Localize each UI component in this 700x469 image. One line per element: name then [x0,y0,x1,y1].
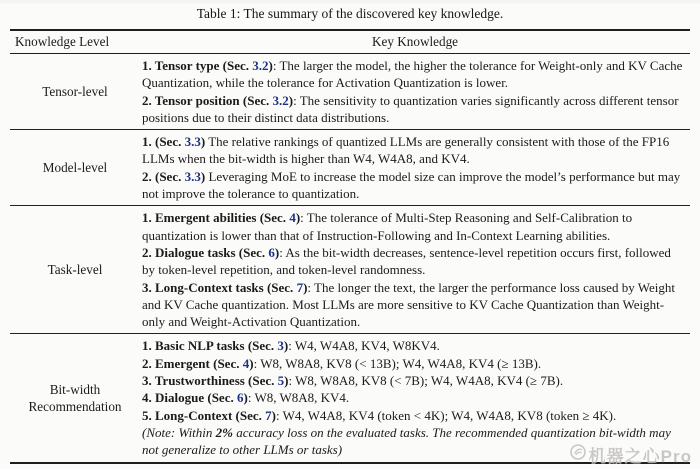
section-link[interactable]: 6 [236,390,244,406]
text-segment: : W4, W4A8, KV4, W8KV4. [288,338,440,354]
knowledge-level-label: Bit-width Recommendation [28,381,122,414]
key-knowledge-cell [140,130,690,205]
text-segment: ) [243,390,248,406]
text-segment: 3. Trustworthiness (Sec. [142,373,278,389]
text-segment: ) [274,244,280,260]
text-segment: accuracy loss on the evaluated tasks. The recommended quantization bit-width may not generalize to other LLMs or tasks) [142,424,671,458]
text-segment: : W4, W4A8, KV4 (token < 4K); W4, W4A8, KV8 (token ≥ 4K). [275,407,617,423]
synced-logo-icon [569,443,587,466]
key-knowledge-item [142,355,686,372]
text-segment: 1. (Sec. [142,134,185,150]
text-segment: : The larger the model, the higher the tolerance for Weight-only and KV Cache Quantization, while the tolerance for Activation Quantization is lower. [142,58,683,91]
key-knowledge-item [142,168,686,203]
key-knowledge-item [142,337,686,354]
table-caption: Table 1: The summary of the discovered key knowledge. [196,6,504,21]
knowledge-level-label: Model-level [42,160,108,176]
key-knowledge-cell [140,206,690,333]
text-segment: Leveraging MoE to increase the model size can improve the model’s performance but may not improve the tolerance to quantization. [142,168,681,202]
section-link[interactable]: 4 [289,210,296,226]
key-knowledge-item [142,92,686,127]
text-segment: : The longer the text, the larger the performance loss caused by Weight and KV Cache quantization. Most LLMs are more sensitive to KV Cache Quantization than Weight-only and Weight-Activation Quantization. [142,279,675,330]
key-knowledge-item [142,209,686,244]
text-segment: : W8, W8A8, KV4. [247,390,350,406]
key-knowledge-item [142,57,686,92]
section-link[interactable]: 3.3 [184,168,201,184]
text-segment: 2. (Sec. [142,168,185,184]
header-knowledge-level: Knowledge Level [15,34,110,49]
section-link[interactable]: 3 [277,338,284,354]
section-link[interactable]: 3.3 [184,134,201,150]
section-link[interactable]: 5 [277,373,285,389]
header-key-knowledge: Key Knowledge [371,34,459,49]
text-segment: 5. Long-Context (Sec. [142,407,266,423]
watermark [569,442,692,467]
text-segment: (Note: Within [142,424,216,440]
text-segment: ) [303,279,308,295]
key-knowledge-cell [140,54,690,129]
text-segment: 1. Tensor type (Sec. [142,58,253,73]
section-link[interactable]: 3.2 [252,58,269,73]
text-segment: ) [284,373,289,389]
text-segment: 4. Dialogue (Sec. [142,390,237,406]
section-link[interactable]: 3.2 [272,92,289,108]
knowledge-table [10,29,690,464]
watermark-text: 机器之心Pro [588,447,692,466]
text-segment: 2. Dialogue tasks (Sec. [142,244,269,260]
text-segment: 2% [215,424,234,440]
knowledge-level-label: Task-level [47,262,103,278]
key-knowledge-item [142,244,686,279]
section-link[interactable]: 4 [242,355,250,371]
text-segment: 2. Tensor position (Sec. [142,92,273,108]
table-row [10,54,690,130]
table-body [10,54,690,462]
table-row [10,206,690,334]
text-segment: ) [288,92,294,108]
table-row [10,130,690,206]
text-segment: : W8, W8A8, KV8 (< 7B); W4, W4A8, KV4 (≥ 7B). [288,373,564,389]
key-knowledge-item [142,389,686,406]
text-segment: 3. Long-Context tasks (Sec. [142,279,297,295]
text-segment: 1. Basic NLP tasks (Sec. [142,338,278,354]
text-segment: ) [271,407,276,423]
text-segment: The relative rankings of quantized LLMs are generally consistent with those of the FP16 LLMs when the bit-width is higher than W4, W4A8, and KV4. [142,134,670,167]
text-segment: ) [283,338,289,354]
key-knowledge-item [142,279,686,331]
text-segment: : W8, W8A8, KV8 (< 13B); W4, W4A8, KV4 (≥ 13B). [253,355,542,371]
text-segment: : As the bit-width decreases, sentence-level repetition occurs first, followed by token-level repetition, and token-level randomness. [142,244,671,278]
table-header-row [10,31,690,54]
text-segment: ) [200,134,206,150]
section-link[interactable]: 7 [265,407,272,423]
text-segment: ) [200,168,206,184]
key-knowledge-item [142,133,686,168]
text-segment: ) [268,58,273,73]
text-segment: : The sensitivity to quantization varies significantly across different tensor positions due to their distinct data distributions. [142,92,679,125]
text-segment: 2. Emergent (Sec. [142,355,243,371]
key-knowledge-item [142,407,686,424]
knowledge-level-label: Tensor-level [42,84,108,100]
text-segment: 1. Emergent abilities (Sec. [142,210,290,226]
text-segment: ) [249,355,254,371]
section-link[interactable]: 6 [268,244,275,260]
text-segment: ) [295,210,301,226]
text-segment: : The tolerance of Multi-Step Reasoning and Self-Calibration to quantization is lower than that of Instruction-Following and In-Context Learning abilities. [142,210,633,243]
section-link[interactable]: 7 [296,279,304,295]
key-knowledge-item [142,372,686,389]
